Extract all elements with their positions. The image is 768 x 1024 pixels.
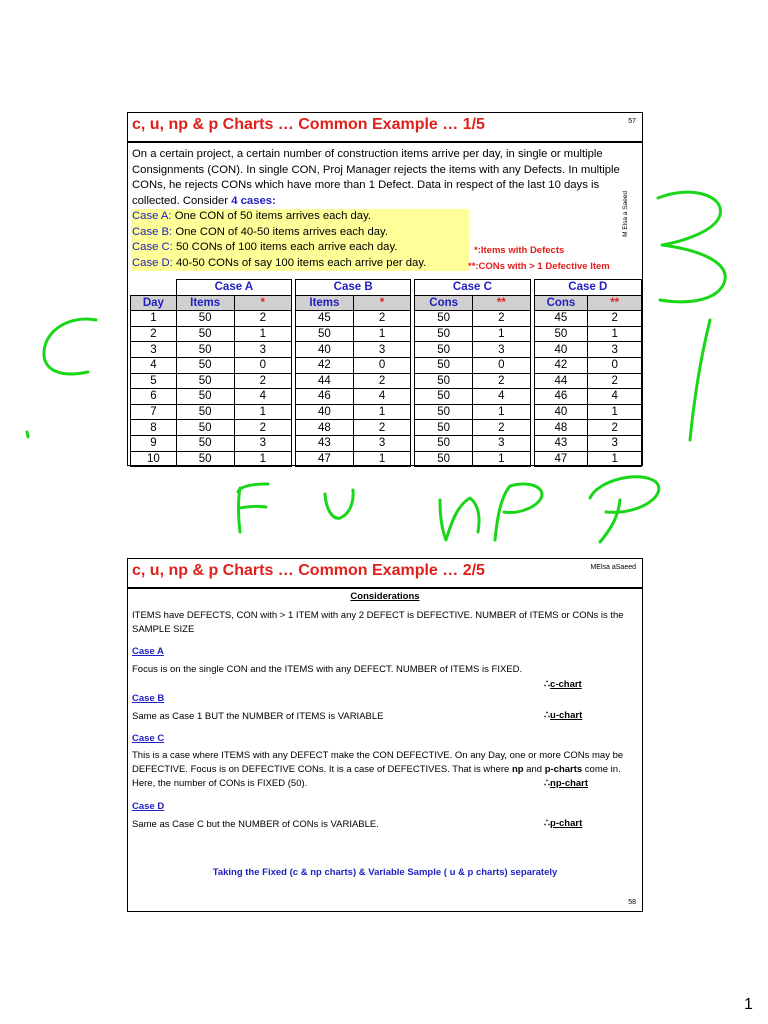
case-b-text: Same as Case 1 BUT the NUMBER of ITEMS is VARIABLE xyxy=(132,711,384,722)
case-text: One CON of 40-50 items arrives each day. xyxy=(172,225,388,238)
table-row xyxy=(131,451,642,467)
table-cell: 3 xyxy=(588,342,642,358)
therefore-symbol: ∴ xyxy=(544,710,551,721)
author-vertical: M Elsa a Saeed xyxy=(622,191,629,237)
chart-name: c-chart xyxy=(550,679,582,690)
handwritten-dot xyxy=(27,432,28,437)
table-cell: 1 xyxy=(353,404,411,420)
table-cell: 50 xyxy=(176,342,234,358)
intro-paragraph: ITEMS have DEFECTS, CON with > 1 ITEM with any 2 DEFECT is DEFECTIVE. NUMBER of ITEMS or CONs is the SAMPLE SIZE xyxy=(132,610,624,635)
table-cell: 50 xyxy=(415,311,473,327)
table-cell: 50 xyxy=(415,451,473,467)
cases-list xyxy=(131,209,469,271)
column-header: Items xyxy=(296,295,354,311)
table-cell: 0 xyxy=(473,357,531,373)
column-header: Cons xyxy=(534,295,588,311)
day-cell: 4 xyxy=(131,357,177,373)
column-header: * xyxy=(234,295,292,311)
handwritten-c xyxy=(44,319,96,374)
table-cell: 2 xyxy=(234,420,292,436)
case-a-conclusion xyxy=(544,679,582,690)
table-cell: 50 xyxy=(415,389,473,405)
table-cell: 40 xyxy=(534,342,588,358)
table-cell: 50 xyxy=(176,311,234,327)
table-row xyxy=(131,342,642,358)
intro-highlight: 4 cases: xyxy=(231,194,276,207)
table-row xyxy=(131,373,642,389)
case-b-link[interactable]: Case B xyxy=(132,693,165,704)
table-cell: 50 xyxy=(176,451,234,467)
table-row xyxy=(131,311,642,327)
table-cell: 40 xyxy=(296,342,354,358)
table-cell: 1 xyxy=(473,451,531,467)
case-c-text-2: come in. Here, the number of CONs is FIXED (50). xyxy=(132,764,621,789)
case-line xyxy=(132,256,468,272)
table-cell: 1 xyxy=(588,326,642,342)
day-cell: 6 xyxy=(131,389,177,405)
table-cell: 50 xyxy=(415,373,473,389)
table-cell: 44 xyxy=(296,373,354,389)
table-cell: 2 xyxy=(588,373,642,389)
slide-58 xyxy=(127,558,643,912)
intro-paragraph xyxy=(132,147,637,209)
table-cell: 3 xyxy=(353,435,411,451)
table-cell: 1 xyxy=(353,326,411,342)
and-text: and xyxy=(523,764,545,775)
case-label: Case C: xyxy=(132,241,173,253)
handwritten-1 xyxy=(690,320,710,440)
table-cell: 47 xyxy=(534,451,588,467)
group-header: Case B xyxy=(296,280,411,296)
case-line xyxy=(132,225,468,241)
page-number: 1 xyxy=(744,996,753,1013)
table-cell: 4 xyxy=(473,389,531,405)
table-cell: 3 xyxy=(588,435,642,451)
table-cell: 45 xyxy=(534,311,588,327)
case-c-link[interactable]: Case C xyxy=(132,733,165,744)
table-cell: 50 xyxy=(176,373,234,389)
table-cell: 4 xyxy=(234,389,292,405)
table-cell: 1 xyxy=(353,451,411,467)
case-label: Case D: xyxy=(132,256,173,269)
table-cell: 0 xyxy=(234,357,292,373)
day-cell: 1 xyxy=(131,311,177,327)
table-cell: 50 xyxy=(534,326,588,342)
table-cell: 2 xyxy=(353,420,411,436)
day-cell: 5 xyxy=(131,373,177,389)
table-cell: 3 xyxy=(234,342,292,358)
slide-number: 58 xyxy=(628,899,636,906)
table-cell: 2 xyxy=(473,420,531,436)
case-d-text: Same as Case C but the NUMBER of CONs is VARIABLE. xyxy=(132,819,379,830)
case-label: Case A: xyxy=(132,210,172,222)
case-b-conclusion xyxy=(544,710,582,721)
handwritten-p-letter xyxy=(590,477,659,542)
table-cell: 0 xyxy=(353,357,411,373)
table-cell: 4 xyxy=(353,389,411,405)
day-cell: 7 xyxy=(131,404,177,420)
case-d-conclusion xyxy=(544,818,582,829)
considerations-heading: Considerations xyxy=(350,591,420,602)
chart-name: np-chart xyxy=(550,778,589,789)
table-cell: 44 xyxy=(534,373,588,389)
chart-name: p-chart xyxy=(550,818,583,829)
case-c-conclusion xyxy=(544,778,588,789)
column-header: Cons xyxy=(415,295,473,311)
table-cell: 50 xyxy=(415,326,473,342)
table-cell: 50 xyxy=(176,389,234,405)
table-cell: 0 xyxy=(588,357,642,373)
data-table xyxy=(130,279,642,467)
table-row xyxy=(131,326,642,342)
table-cell: 43 xyxy=(296,435,354,451)
table-cell: 2 xyxy=(234,311,292,327)
table-cell: 40 xyxy=(296,404,354,420)
column-header: Items xyxy=(176,295,234,311)
case-line xyxy=(132,209,468,225)
table-cell: 50 xyxy=(296,326,354,342)
table-cell: 1 xyxy=(234,404,292,420)
table-cell: 50 xyxy=(415,435,473,451)
table-cell: 50 xyxy=(176,357,234,373)
table-cell: 43 xyxy=(534,435,588,451)
case-b-label xyxy=(132,692,638,706)
table-cell: 46 xyxy=(296,389,354,405)
therefore-symbol: ∴ xyxy=(544,679,551,690)
slide-title: c, u, np & p Charts … Common Example … 2/5 xyxy=(132,562,485,579)
case-a-text: Focus is on the single CON and the ITEMS with any DEFECT. NUMBER of ITEMS is FIXED. xyxy=(132,664,523,675)
handwritten-u-letter xyxy=(325,490,353,518)
table-cell: 2 xyxy=(234,373,292,389)
table-cell: 50 xyxy=(415,342,473,358)
group-header: Case D xyxy=(534,280,641,296)
handwritten-np-letters xyxy=(440,484,542,540)
case-text: One CON of 50 items arrives each day. xyxy=(171,210,372,222)
table-cell: 48 xyxy=(534,420,588,436)
table-cell: 45 xyxy=(296,311,354,327)
table-cell: 3 xyxy=(234,435,292,451)
column-header: Day xyxy=(131,295,177,311)
table-cell: 1 xyxy=(234,451,292,467)
case-text: 50 CONs of 100 items each arrive each day. xyxy=(172,241,398,253)
table-cell: 3 xyxy=(473,342,531,358)
chart-name: u-chart xyxy=(550,710,583,721)
table-cell: 2 xyxy=(588,311,642,327)
column-header: ** xyxy=(588,295,642,311)
group-header: Case C xyxy=(415,280,530,296)
note-items-defects: *:Items with Defects xyxy=(474,245,565,256)
slide-title-bar xyxy=(128,559,642,589)
day-cell: 8 xyxy=(131,420,177,436)
case-d-label xyxy=(132,800,638,814)
table-cell: 42 xyxy=(534,357,588,373)
table-cell: 47 xyxy=(296,451,354,467)
table-cell: 50 xyxy=(176,435,234,451)
day-cell: 9 xyxy=(131,435,177,451)
handwritten-c-letter xyxy=(238,484,268,532)
slide-number: 57 xyxy=(628,118,636,125)
intro-text: On a certain project, a certain number of construction items arrive per day, in single or multiple Consignments (CON). In single CON, Proj Manager rejects the items with any Defects. In multiple CONs, he rejects CONs which have more than 1 Defect. Data in respect of the last 10 days is collected. Consider xyxy=(132,148,620,207)
table-cell: 1 xyxy=(588,451,642,467)
table-row xyxy=(131,389,642,405)
table-cell: 50 xyxy=(415,420,473,436)
table-cell: 4 xyxy=(588,389,642,405)
day-cell: 10 xyxy=(131,451,177,467)
day-cell: 3 xyxy=(131,342,177,358)
case-c-label xyxy=(132,732,638,746)
therefore-symbol: ∴ xyxy=(544,818,551,829)
case-a-label xyxy=(132,645,638,659)
table-cell: 2 xyxy=(353,311,411,327)
table-row xyxy=(131,357,642,373)
table-cell: 1 xyxy=(588,404,642,420)
slide-title-bar xyxy=(128,113,642,143)
table-cell: 50 xyxy=(176,326,234,342)
table-row xyxy=(131,420,642,436)
slide-title: c, u, np & p Charts … Common Example … 1/5 xyxy=(132,116,485,133)
table-row xyxy=(131,435,642,451)
table-cell: 2 xyxy=(588,420,642,436)
table-cell: 42 xyxy=(296,357,354,373)
therefore-symbol: ∴ xyxy=(544,778,551,789)
table-cell: 2 xyxy=(473,311,531,327)
table-cell: 50 xyxy=(415,357,473,373)
table-cell: 40 xyxy=(534,404,588,420)
group-header: Case A xyxy=(176,280,291,296)
table-cell: 46 xyxy=(534,389,588,405)
table-cell: 2 xyxy=(473,373,531,389)
author-label: MElsa aSaeed xyxy=(590,564,636,571)
handwritten-3 xyxy=(658,192,725,302)
column-header: * xyxy=(353,295,411,311)
table-cell: 1 xyxy=(473,404,531,420)
case-d-link[interactable]: Case D xyxy=(132,801,165,812)
table-cell: 50 xyxy=(176,420,234,436)
slide-footer: Taking the Fixed (c & np charts) & Variable Sample ( u & p charts) separately xyxy=(212,867,558,878)
note-cons-defective: **:CONs with > 1 Defective Item xyxy=(468,261,610,272)
table-cell: 2 xyxy=(353,373,411,389)
table-cell: 48 xyxy=(296,420,354,436)
slide-57 xyxy=(127,112,643,466)
table-cell: 50 xyxy=(176,404,234,420)
case-c-text-1: This is a case where ITEMS with any DEFECT make the CON DEFECTIVE. On any Day, one or more CONs may be DEFECTIVE. Focus is on DEFECTIVE CONs. It is a case of DEFECTIVES. That is where xyxy=(132,750,624,775)
day-cell: 2 xyxy=(131,326,177,342)
p-charts-term: p-charts xyxy=(544,764,583,775)
case-label: Case B: xyxy=(132,225,173,238)
table-cell: 1 xyxy=(473,326,531,342)
case-a-link[interactable]: Case A xyxy=(132,646,164,657)
case-text: 40-50 CONs of say 100 items each arrive per day. xyxy=(172,256,427,269)
column-header: ** xyxy=(473,295,531,311)
np-term: np xyxy=(511,764,524,775)
table-cell: 1 xyxy=(234,326,292,342)
table-row xyxy=(131,404,642,420)
case-line xyxy=(132,240,468,256)
table-cell: 3 xyxy=(353,342,411,358)
table-cell: 50 xyxy=(415,404,473,420)
table-cell: 3 xyxy=(473,435,531,451)
